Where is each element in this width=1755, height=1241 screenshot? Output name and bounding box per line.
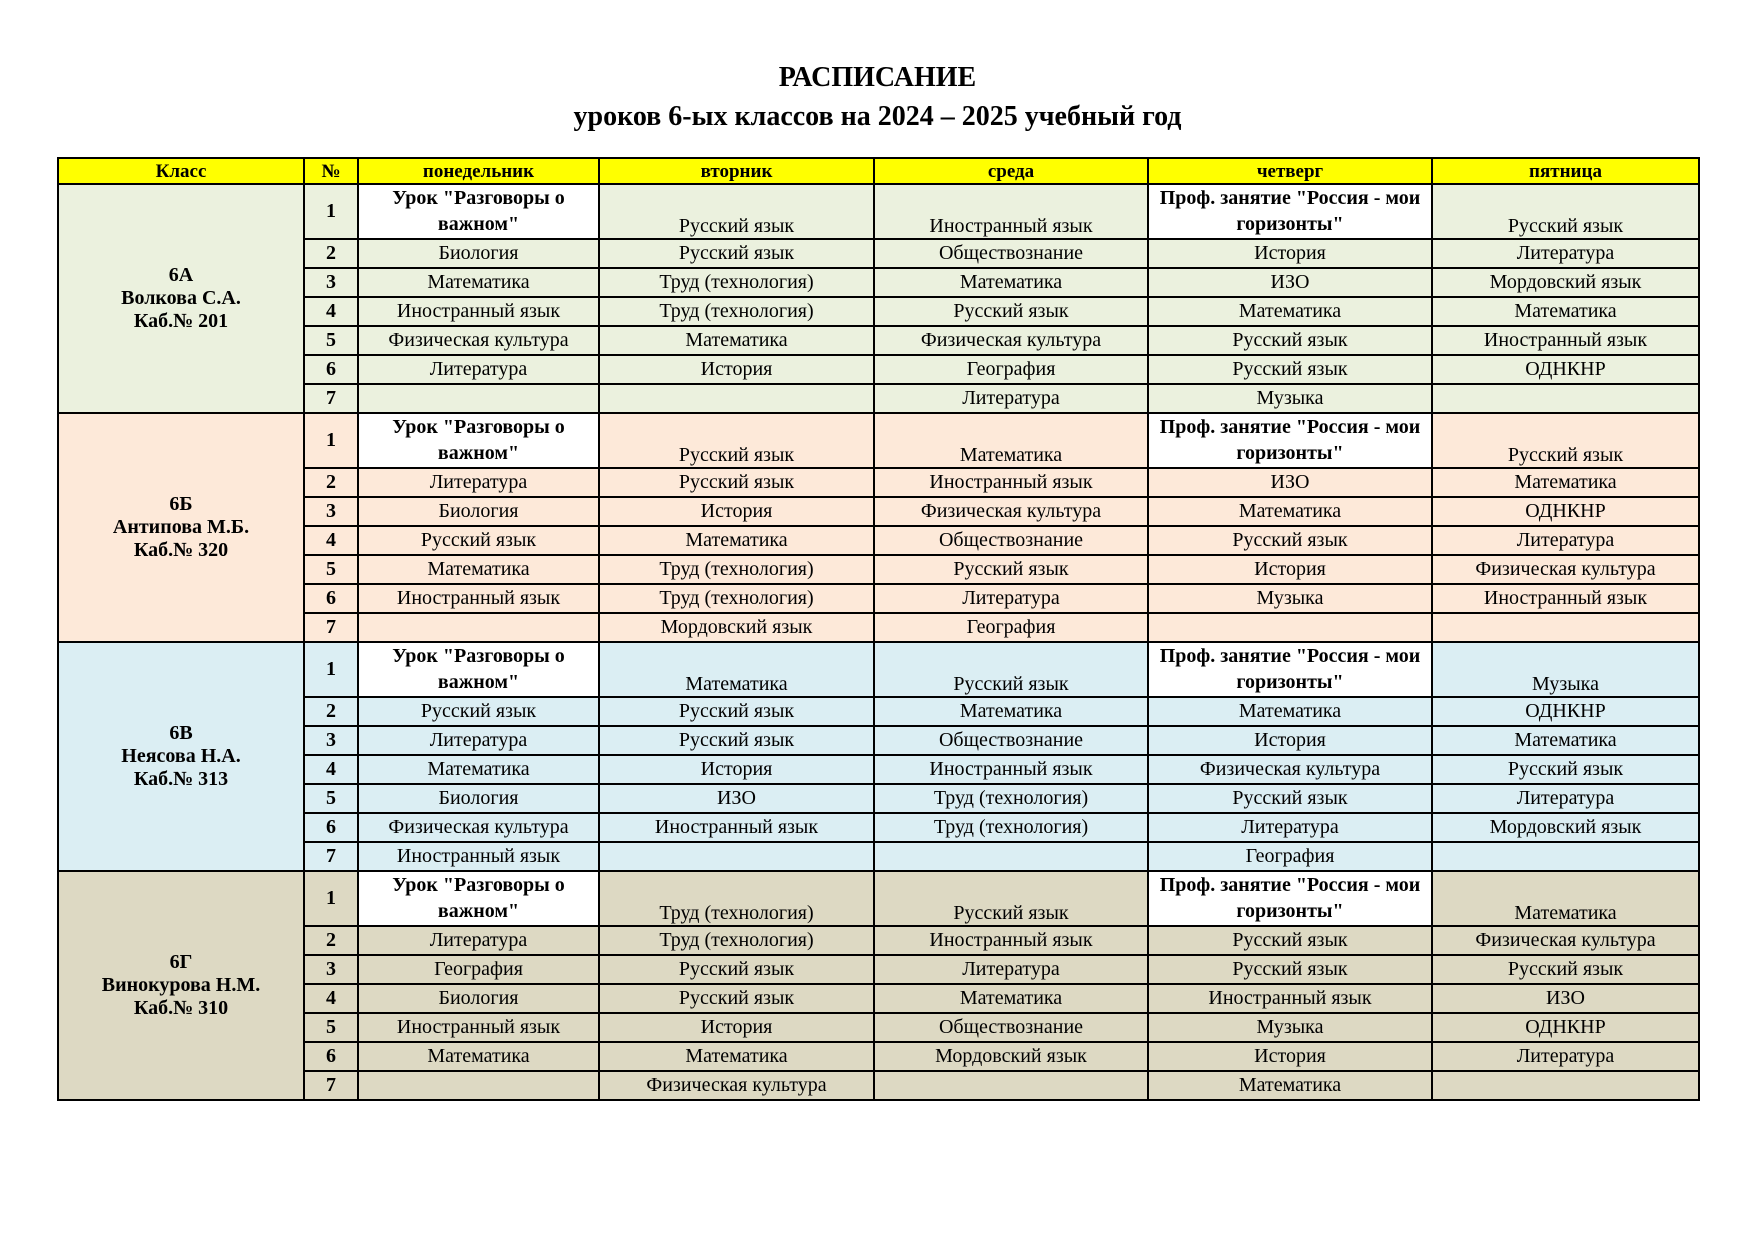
lesson-cell-tuesday: История — [599, 1013, 874, 1042]
lesson-number: 1 — [304, 184, 358, 239]
header-monday: понедельник — [358, 158, 599, 184]
class-room: Каб.№ 310 — [133, 997, 229, 1019]
lesson-cell-monday: Математика — [358, 755, 599, 784]
lesson-cell-monday: Математика — [358, 555, 599, 584]
lesson-cell-wednesday: Иностранный язык — [874, 468, 1148, 497]
lesson-cell-wednesday: Литература — [874, 384, 1148, 413]
lesson-cell-monday: Литература — [358, 926, 599, 955]
lesson-cell-tuesday: Иностранный язык — [599, 813, 874, 842]
lesson-cell-friday: Математика — [1432, 726, 1699, 755]
lesson-cell-wednesday: Иностранный язык — [874, 755, 1148, 784]
lesson-cell-thursday: Проф. занятие "Россия - мои горизонты" — [1148, 642, 1432, 697]
lesson-cell-tuesday: Труд (технология) — [599, 555, 874, 584]
lesson-number: 5 — [304, 784, 358, 813]
lesson-cell-friday: Физическая культура — [1432, 926, 1699, 955]
lesson-cell-monday: Урок "Разговоры о важном" — [358, 642, 599, 697]
lesson-cell-thursday — [1148, 613, 1432, 642]
lesson-number: 6 — [304, 355, 358, 384]
header-friday: пятница — [1432, 158, 1699, 184]
lesson-cell-friday: ИЗО — [1432, 984, 1699, 1013]
lesson-cell-friday: Русский язык — [1432, 413, 1699, 468]
lesson-cell-thursday: Проф. занятие "Россия - мои горизонты" — [1148, 184, 1432, 239]
lesson-cell-thursday: Русский язык — [1148, 526, 1432, 555]
lesson-cell-tuesday: Математика — [599, 642, 874, 697]
lesson-cell-tuesday: Труд (технология) — [599, 871, 874, 926]
lesson-cell-monday: Литература — [358, 726, 599, 755]
lesson-cell-thursday: Математика — [1148, 697, 1432, 726]
lesson-cell-friday — [1432, 842, 1699, 871]
lesson-cell-tuesday: Труд (технология) — [599, 584, 874, 613]
lesson-cell-wednesday: Труд (технология) — [874, 784, 1148, 813]
lesson-cell-thursday: ИЗО — [1148, 268, 1432, 297]
header-tuesday: вторник — [599, 158, 874, 184]
lesson-cell-tuesday: Русский язык — [599, 726, 874, 755]
lesson-cell-tuesday: Русский язык — [599, 239, 874, 268]
lesson-number: 1 — [304, 642, 358, 697]
table-row — [58, 784, 1699, 813]
lesson-cell-monday: Урок "Разговоры о важном" — [358, 413, 599, 468]
lesson-cell-wednesday: Иностранный язык — [874, 184, 1148, 239]
lesson-cell-wednesday: Обществознание — [874, 239, 1148, 268]
lesson-number: 3 — [304, 726, 358, 755]
lesson-number: 7 — [304, 842, 358, 871]
lesson-cell-tuesday: Русский язык — [599, 184, 874, 239]
lesson-number: 4 — [304, 526, 358, 555]
lesson-cell-monday: Биология — [358, 784, 599, 813]
lesson-cell-friday — [1432, 1071, 1699, 1100]
class-teacher: Антипова М.Б. — [112, 516, 250, 538]
class-cell — [58, 871, 304, 1100]
lesson-cell-wednesday: Физическая культура — [874, 497, 1148, 526]
table-row — [58, 813, 1699, 842]
class-room: Каб.№ 313 — [133, 768, 229, 790]
table-row — [58, 726, 1699, 755]
lesson-number: 4 — [304, 297, 358, 326]
table-row — [58, 355, 1699, 384]
lesson-number: 1 — [304, 413, 358, 468]
lesson-number: 3 — [304, 955, 358, 984]
lesson-number: 3 — [304, 268, 358, 297]
class-room: Каб.№ 320 — [133, 539, 229, 561]
lesson-cell-thursday: Проф. занятие "Россия - мои горизонты" — [1148, 413, 1432, 468]
lesson-cell-tuesday: Математика — [599, 326, 874, 355]
class-teacher: Неясова Н.А. — [121, 745, 241, 767]
lesson-cell-tuesday: Труд (технология) — [599, 926, 874, 955]
lesson-cell-tuesday: Математика — [599, 1042, 874, 1071]
table-row — [58, 497, 1699, 526]
lesson-cell-monday: Физическая культура — [358, 326, 599, 355]
lesson-cell-wednesday: Математика — [874, 413, 1148, 468]
lesson-cell-wednesday: Русский язык — [874, 642, 1148, 697]
lesson-cell-monday: Иностранный язык — [358, 297, 599, 326]
lesson-cell-friday: ОДНКНР — [1432, 497, 1699, 526]
lesson-cell-friday: Русский язык — [1432, 955, 1699, 984]
lesson-cell-friday: Литература — [1432, 239, 1699, 268]
table-row — [58, 1042, 1699, 1071]
lesson-cell-tuesday: Труд (технология) — [599, 268, 874, 297]
lesson-cell-monday — [358, 1071, 599, 1100]
lesson-cell-monday — [358, 613, 599, 642]
class-cell — [58, 413, 304, 642]
lesson-cell-friday: Русский язык — [1432, 184, 1699, 239]
lesson-number: 6 — [304, 1042, 358, 1071]
lesson-number: 6 — [304, 813, 358, 842]
lesson-cell-tuesday: История — [599, 755, 874, 784]
table-row — [58, 984, 1699, 1013]
table-row — [58, 468, 1699, 497]
lesson-number: 3 — [304, 497, 358, 526]
lesson-cell-monday: Иностранный язык — [358, 584, 599, 613]
lesson-cell-tuesday: История — [599, 497, 874, 526]
lesson-cell-tuesday — [599, 384, 874, 413]
table-row — [58, 871, 1699, 926]
lesson-number: 2 — [304, 697, 358, 726]
lesson-cell-friday: Математика — [1432, 468, 1699, 497]
class-cell — [58, 642, 304, 871]
lesson-cell-friday — [1432, 613, 1699, 642]
table-row — [58, 526, 1699, 555]
lesson-cell-thursday: История — [1148, 726, 1432, 755]
table-row — [58, 413, 1699, 468]
table-row — [58, 239, 1699, 268]
lesson-cell-monday: Биология — [358, 984, 599, 1013]
lesson-cell-thursday: История — [1148, 1042, 1432, 1071]
lesson-cell-monday: Иностранный язык — [358, 1013, 599, 1042]
lesson-cell-wednesday: Обществознание — [874, 526, 1148, 555]
class-name: 6А — [168, 264, 194, 286]
header-thursday: четверг — [1148, 158, 1432, 184]
lesson-cell-friday: Физическая культура — [1432, 555, 1699, 584]
lesson-number: 4 — [304, 755, 358, 784]
table-row — [58, 555, 1699, 584]
table-row — [58, 613, 1699, 642]
lesson-number: 2 — [304, 468, 358, 497]
lesson-cell-thursday: Русский язык — [1148, 926, 1432, 955]
table-row — [58, 755, 1699, 784]
lesson-cell-tuesday: Русский язык — [599, 413, 874, 468]
lesson-cell-tuesday: Труд (технология) — [599, 297, 874, 326]
lesson-cell-wednesday: Русский язык — [874, 871, 1148, 926]
lesson-cell-friday: Литература — [1432, 526, 1699, 555]
lesson-number: 2 — [304, 926, 358, 955]
lesson-cell-thursday: Русский язык — [1148, 326, 1432, 355]
lesson-cell-thursday: Иностранный язык — [1148, 984, 1432, 1013]
lesson-cell-thursday: Математика — [1148, 497, 1432, 526]
lesson-cell-monday: Математика — [358, 268, 599, 297]
lesson-cell-thursday: География — [1148, 842, 1432, 871]
lesson-cell-wednesday — [874, 1071, 1148, 1100]
lesson-cell-monday: Биология — [358, 239, 599, 268]
lesson-cell-tuesday: Русский язык — [599, 984, 874, 1013]
header-row — [58, 158, 1699, 184]
lesson-cell-thursday: Литература — [1148, 813, 1432, 842]
class-name: 6Б — [169, 493, 193, 515]
lesson-cell-friday: Литература — [1432, 784, 1699, 813]
table-row — [58, 384, 1699, 413]
schedule-table — [57, 157, 1700, 1101]
lesson-cell-wednesday: География — [874, 355, 1148, 384]
lesson-cell-monday: Русский язык — [358, 697, 599, 726]
lesson-cell-tuesday: Математика — [599, 526, 874, 555]
lesson-cell-monday: Урок "Разговоры о важном" — [358, 871, 599, 926]
header-number: № — [304, 158, 358, 184]
lesson-cell-thursday: Математика — [1148, 1071, 1432, 1100]
lesson-cell-wednesday: Физическая культура — [874, 326, 1148, 355]
lesson-cell-monday: География — [358, 955, 599, 984]
lesson-cell-friday: Мордовский язык — [1432, 268, 1699, 297]
lesson-cell-wednesday: Литература — [874, 584, 1148, 613]
lesson-cell-friday — [1432, 384, 1699, 413]
lesson-number: 5 — [304, 555, 358, 584]
lesson-cell-wednesday: Русский язык — [874, 297, 1148, 326]
lesson-cell-thursday: ИЗО — [1148, 468, 1432, 497]
lesson-number: 2 — [304, 239, 358, 268]
lesson-cell-thursday: Музыка — [1148, 584, 1432, 613]
lesson-cell-tuesday: Русский язык — [599, 955, 874, 984]
lesson-cell-thursday: Русский язык — [1148, 955, 1432, 984]
lesson-cell-tuesday: Русский язык — [599, 468, 874, 497]
class-teacher: Винокурова Н.М. — [101, 974, 261, 996]
lesson-cell-wednesday: Обществознание — [874, 1013, 1148, 1042]
table-row — [58, 297, 1699, 326]
table-row — [58, 184, 1699, 239]
lesson-cell-wednesday: География — [874, 613, 1148, 642]
lesson-cell-wednesday: Математика — [874, 697, 1148, 726]
class-name: 6Г — [169, 951, 193, 973]
header-class: Класс — [58, 158, 304, 184]
lesson-cell-friday: ОДНКНР — [1432, 1013, 1699, 1042]
table-row — [58, 842, 1699, 871]
lesson-cell-friday: Математика — [1432, 871, 1699, 926]
lesson-cell-friday: Иностранный язык — [1432, 326, 1699, 355]
lesson-cell-monday — [358, 384, 599, 413]
table-row — [58, 642, 1699, 697]
lesson-cell-friday: Иностранный язык — [1432, 584, 1699, 613]
table-row — [58, 584, 1699, 613]
lesson-number: 6 — [304, 584, 358, 613]
lesson-cell-wednesday: Мордовский язык — [874, 1042, 1148, 1071]
lesson-cell-wednesday: Обществознание — [874, 726, 1148, 755]
lesson-cell-thursday: Физическая культура — [1148, 755, 1432, 784]
class-room: Каб.№ 201 — [133, 310, 229, 332]
lesson-cell-thursday: Русский язык — [1148, 355, 1432, 384]
lesson-number: 1 — [304, 871, 358, 926]
lesson-cell-thursday: История — [1148, 555, 1432, 584]
lesson-cell-friday: Мордовский язык — [1432, 813, 1699, 842]
lesson-cell-thursday: Проф. занятие "Россия - мои горизонты" — [1148, 871, 1432, 926]
table-row — [58, 268, 1699, 297]
lesson-cell-monday: Математика — [358, 1042, 599, 1071]
table-row — [58, 955, 1699, 984]
lesson-cell-friday: Математика — [1432, 297, 1699, 326]
lesson-number: 7 — [304, 613, 358, 642]
lesson-cell-tuesday: Русский язык — [599, 697, 874, 726]
lesson-cell-thursday: Русский язык — [1148, 784, 1432, 813]
lesson-cell-friday: ОДНКНР — [1432, 355, 1699, 384]
table-row — [58, 926, 1699, 955]
lesson-cell-thursday: Математика — [1148, 297, 1432, 326]
lesson-cell-tuesday: Физическая культура — [599, 1071, 874, 1100]
lesson-cell-monday: Литература — [358, 355, 599, 384]
lesson-cell-friday: ОДНКНР — [1432, 697, 1699, 726]
class-name: 6В — [169, 722, 193, 744]
lesson-cell-wednesday: Математика — [874, 268, 1148, 297]
table-row — [58, 1013, 1699, 1042]
lesson-cell-friday: Русский язык — [1432, 755, 1699, 784]
lesson-cell-monday: Биология — [358, 497, 599, 526]
lesson-number: 5 — [304, 326, 358, 355]
lesson-cell-wednesday: Русский язык — [874, 555, 1148, 584]
lesson-cell-friday: Музыка — [1432, 642, 1699, 697]
lesson-cell-wednesday: Литература — [874, 955, 1148, 984]
page-title: РАСПИСАНИЕ — [778, 62, 977, 93]
class-teacher: Волкова С.А. — [121, 287, 241, 309]
lesson-cell-thursday: Музыка — [1148, 1013, 1432, 1042]
lesson-cell-monday: Физическая культура — [358, 813, 599, 842]
lesson-cell-tuesday — [599, 842, 874, 871]
lesson-cell-monday: Иностранный язык — [358, 842, 599, 871]
lesson-number: 7 — [304, 384, 358, 413]
lesson-cell-thursday: Музыка — [1148, 384, 1432, 413]
lesson-cell-monday: Урок "Разговоры о важном" — [358, 184, 599, 239]
class-cell — [58, 184, 304, 413]
table-row — [58, 697, 1699, 726]
lesson-number: 7 — [304, 1071, 358, 1100]
header-wednesday: среда — [874, 158, 1148, 184]
lesson-cell-friday: Литература — [1432, 1042, 1699, 1071]
table-row — [58, 1071, 1699, 1100]
lesson-cell-monday: Литература — [358, 468, 599, 497]
lesson-cell-tuesday: ИЗО — [599, 784, 874, 813]
lesson-cell-wednesday: Труд (технология) — [874, 813, 1148, 842]
lesson-cell-wednesday: Математика — [874, 984, 1148, 1013]
lesson-number: 4 — [304, 984, 358, 1013]
lesson-cell-monday: Русский язык — [358, 526, 599, 555]
table-row — [58, 326, 1699, 355]
lesson-cell-tuesday: История — [599, 355, 874, 384]
lesson-cell-tuesday: Мордовский язык — [599, 613, 874, 642]
page-subtitle: уроков 6-ых классов на 2024 – 2025 учебный год — [573, 101, 1182, 132]
lesson-cell-wednesday — [874, 842, 1148, 871]
lesson-number: 5 — [304, 1013, 358, 1042]
lesson-cell-thursday: История — [1148, 239, 1432, 268]
lesson-cell-wednesday: Иностранный язык — [874, 926, 1148, 955]
